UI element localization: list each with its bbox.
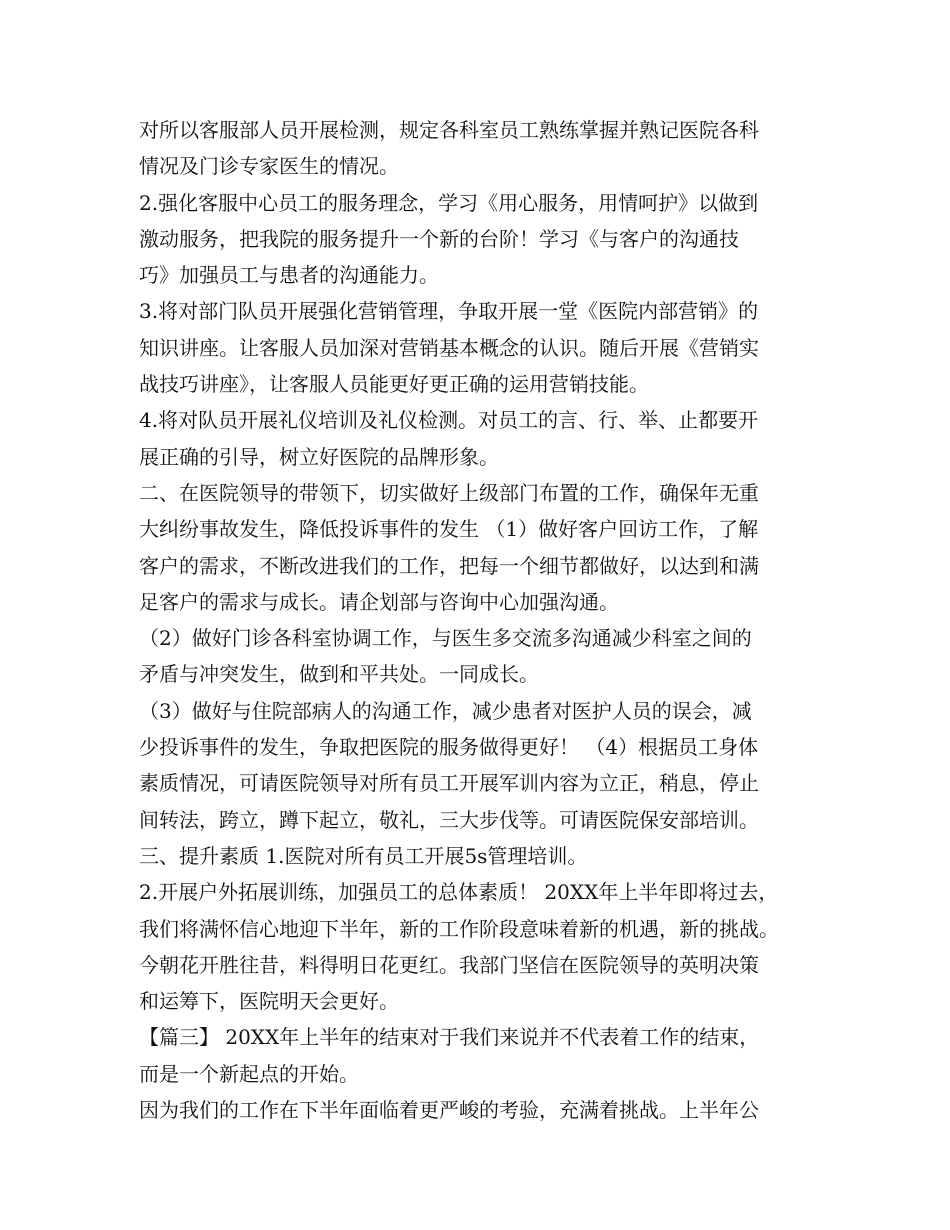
text-line: 间转法，跨立，蹲下起立，敬礼，三大步伐等。可请医院保安部培训。	[139, 807, 759, 832]
text-line: 二、在医院领导的带领下，切实做好上级部门布置的工作，确保年无重	[139, 480, 759, 505]
text-line: 矛盾与冲突发生，做到和平共处。一同成长。	[139, 662, 539, 687]
text-line: 今朝花开胜往昔，料得明日花更红。我部门坚信在医院领导的英明决策	[139, 952, 759, 977]
text-line: 巧》加强员工与患者的沟通能力。	[139, 263, 439, 288]
text-line: 和运筹下，医院明天会更好。	[139, 989, 399, 1014]
text-line: 少投诉事件的发生，争取把医院的服务做得更好！ （4）根据员工身体	[139, 735, 759, 760]
text-line: 【篇三】 20XX年上半年的结束对于我们来说并不代表着工作的结束，	[139, 1025, 760, 1050]
text-line: 激动服务，把我院的服务提升一个新的台阶！学习《与客户的沟通技	[139, 226, 739, 251]
text-line: 2.开展户外拓展训练，加强员工的总体素质！ 20XX年上半年即将过去，	[139, 880, 779, 905]
text-line: 2.强化客服中心员工的服务理念，学习《用心服务，用情呵护》以做到	[139, 190, 759, 215]
text-line: 我们将满怀信心地迎下半年，新的工作阶段意味着新的机遇，新的挑战。	[139, 916, 779, 941]
text-line: 战技巧讲座》，让客服人员能更好更正确的运用营销技能。	[139, 372, 649, 397]
text-line: 情况及门诊专家医生的情况。	[139, 154, 399, 179]
text-line: 知识讲座。让客服人员加深对营销基本概念的认识。随后开展《营销实	[139, 335, 759, 360]
text-line: 展正确的引导，树立好医院的品牌形象。	[139, 444, 499, 469]
text-line: 3.将对部门队员开展强化营销管理，争取开展一堂《医院内部营销》的	[139, 299, 759, 324]
text-line: 因为我们的工作在下半年面临着更严峻的考验，充满着挑战。上半年公	[139, 1098, 759, 1123]
text-line: （2）做好门诊各科室协调工作，与医生多交流多沟通减少科室之间的	[139, 626, 752, 651]
text-line: 客户的需求，不断改进我们的工作，把每一个细节都做好，以达到和满	[139, 553, 759, 578]
text-line: 而是一个新起点的开始。	[139, 1061, 359, 1086]
document-body	[139, 112, 829, 1128]
text-line: 足客户的需求与成长。请企划部与咨询中心加强沟通。	[139, 589, 619, 614]
text-line: 4.将对队员开展礼仪培训及礼仪检测。对员工的言、行、举、止都要开	[139, 408, 759, 433]
text-line: 大纠纷事故发生，降低投诉事件的发生 （1）做好客户回访工作，了解	[139, 517, 759, 542]
text-line: 对所以客服部人员开展检测，规定各科室员工熟练掌握并熟记医院各科	[139, 118, 759, 142]
text-line: （3）做好与住院部病人的沟通工作，减少患者对医护人员的误会，减	[139, 698, 752, 723]
text-line: 三、提升素质 1.医院对所有员工开展5s管理培训。	[139, 843, 588, 868]
text-line: 素质情况，可请医院领导对所有员工开展军训内容为立正，稍息，停止	[139, 771, 759, 796]
